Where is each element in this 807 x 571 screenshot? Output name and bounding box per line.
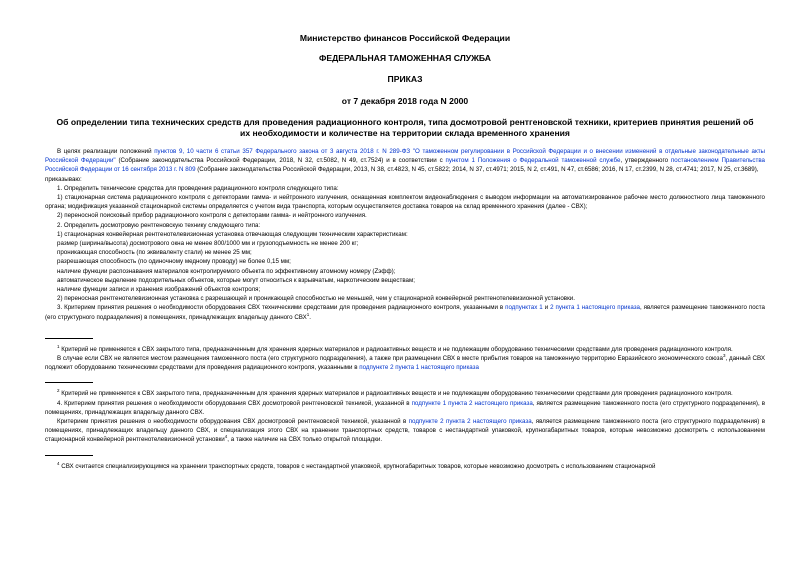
footnote-text: СВХ считается специализирующимся на хранении транспортных средств, товаров с нестандартной упаковкой, крупногабаритных товаров, которые невозможно досмотреть с использованием стационарной	[59, 462, 656, 470]
footnote-1	[45, 345, 765, 354]
preamble-text: (Собрание законодательства Российской Федерации, 2013, N 38, ст.4823, N 45, ст.5822; 2014, N 37, ст.4971; 2015, N 2, ст.491, N 47, ст.6586; 2016, N 17, ст.2399, N 28, ст.4741; 2017, N 25, ст.3689),	[195, 166, 759, 174]
item-4-paragraph	[45, 399, 765, 417]
body-paragraph: наличие функции записи и хранения изображений объектов контроля;	[57, 286, 261, 294]
body-paragraph: 1) стационарная система радиационного контроля с детекторами гамма- и нейтронного излучения, оснащенная комплектом видеонаблюдения с выводом информации на автоматизированное рабочее место должностного лица таможенного органа; модификация указанной стационарной системы определяется с учетом вида транспорта, которым осуществляется доставка товаров на склад временного хранения (далее - СВХ);	[45, 194, 765, 211]
body-paragraph: проникающая способность (по эквиваленту стали) не менее 25 мм;	[57, 249, 252, 257]
item-4-text: 4. Критерием принятия решения о необходимости оборудования СВХ досмотровой рентгеновской техникой, указанной в	[57, 399, 412, 407]
doc-date: от 7 декабря 2018 года N 2000	[341, 96, 469, 106]
body-paragraph: 2. Определить досмотровую рентгеновскую технику следующего типа:	[57, 221, 261, 229]
link-subitem-2-item-1[interactable]: подпункте 2 пункта 1 настоящего приказа	[359, 364, 479, 372]
item-3-text: .	[309, 313, 312, 321]
ministry-heading: Министерство финансов Российской Федерации	[299, 33, 511, 43]
footnote-ref: 1	[306, 311, 310, 317]
footnote-2	[45, 389, 765, 398]
body-paragraph: 2) переносной поисковый прибор радиационного контроля с детекторами гамма- и нейтронного излучения.	[57, 212, 367, 220]
body-paragraph: 1) стационарная конвейерная рентгенотелевизионная установка отвечающая следующим техническим характеристикам:	[57, 230, 408, 238]
link-fts-regulation[interactable]: пунктом 1 Положения о Федеральной таможенной службе	[445, 157, 621, 165]
preamble-paragraph	[45, 147, 765, 175]
footnote-divider	[45, 455, 93, 456]
preamble-text: , утвержденного	[620, 157, 671, 165]
footnote-ref: 3	[722, 353, 726, 358]
item-3-text: и	[542, 304, 551, 312]
footnote-mark: 1	[57, 343, 60, 349]
link-subitem-2-item-2[interactable]: подпункте 2 пункта 2 настоящего приказа	[408, 418, 532, 426]
footnote-4	[45, 462, 765, 471]
item-4-text: , является размещение таможенного поста (его структурного подразделения), в помещениях, принадлежащих владельцу данного СВХ.	[45, 399, 765, 416]
footnote-1-continuation	[45, 354, 765, 372]
preamble-text: (Собрание законодательства Российской Федерации, 2018, N 32, ст.5082, N 49, ст.7524) и в соответствии с	[115, 157, 446, 165]
item-3-text: 3. Критерием принятия решения о необходимости оборудования СВХ техническими средствами для проведения радиационного контроля, указанными в	[57, 304, 506, 312]
footnote-divider	[45, 382, 93, 383]
item-3-text: , является размещение таможенного поста (его структурного подразделения) в помещениях, принадлежащих владельцу данного СВХ	[45, 304, 765, 321]
body-paragraph: 1. Определить технические средства для проведения радиационного контроля следующего типа:	[57, 184, 339, 192]
doc-type-heading: ПРИКАЗ	[387, 74, 423, 84]
footnote-text: Критерий не применяется к СВХ закрытого типа, предназначенным для хранения ядерных материалов и радиоактивных веществ и не подлежащим оборудованию техническими средствами для проведения радиационного контроля.	[59, 390, 733, 398]
body-paragraph: наличие функции распознавания материалов контролируемого объекта по эффективному атомному номеру (Zэфф);	[57, 267, 396, 275]
footnote-divider	[45, 338, 93, 339]
service-heading: ФЕДЕРАЛЬНАЯ ТАМОЖЕННАЯ СЛУЖБА	[319, 53, 491, 63]
footnote-ref: 4	[224, 434, 228, 440]
body-paragraph: разрешающая способность (по одиночному медному проводу) не более 0,15 мм;	[57, 258, 291, 266]
item-3-paragraph	[45, 303, 765, 321]
body-paragraph: 2) переносная рентгенотелевизионная установка с разрешающей и проникающей способностью не меньшей, чем у стационарной конвейерной рентгенотелевизионной установки.	[57, 295, 575, 303]
item-4-text: , является размещение таможенного поста (его структурного подразделения) в помещениях, принадлежащих владельцу данного СВХ, и специализация этого СВХ на хранении транспортных средств, товаров с нестандартной упаковкой, крупногабаритных товаров, которые невозможно досмотреть с использованием стационарной конвейерной рентгенотелевизионной установки	[45, 418, 765, 444]
body-paragraph: автоматическое выделение подозрительных объектов, которые могут относиться к взрывчатым, наркотическим веществам;	[57, 276, 415, 284]
order-word: приказываю:	[45, 175, 82, 183]
item-4-text: Критерием принятия решения о необходимости оборудования СВХ досмотровой рентгеновской техникой, указанной в	[57, 418, 409, 426]
item-4-second-paragraph	[45, 417, 765, 445]
link-subitem-2-item-1[interactable]: 2 пункта 1 настоящего приказа	[550, 304, 640, 312]
item-4-text: , а также наличие на СВХ только открытой площадки.	[227, 436, 383, 444]
footnote-text: В случае если СВХ не является местом размещения таможенного поста (его структурного подразделения), а также при размещении СВХ в месте прибытия товаров на таможенную территорию Евразийского экономического союза	[57, 355, 723, 363]
link-law-289[interactable]: пунктов 9, 10 части 6 статьи 357 Федерального закона от 3 августа 2018 г. N 289-ФЗ "О таможенном регулировании в Российской Федерации и о внесении изменений в отдельные законодательные акты Российской Федерации"	[45, 148, 765, 165]
footnote-mark: 4	[57, 460, 60, 466]
preamble-text: В целях реализации положений	[57, 148, 155, 155]
footnote-mark: 2	[57, 388, 60, 394]
body-paragraph: размер (ширина/высота) досмотрового окна не менее 800/1000 мм и грузоподъемность не менее 200 кг;	[57, 240, 359, 248]
link-subitem-1[interactable]: подпунктах 1	[505, 304, 543, 312]
document-page	[45, 32, 765, 471]
link-government-decree[interactable]: постановлением Правительства Российской Федерации от 16 сентября 2013 г. N 809	[45, 157, 765, 174]
doc-title: Об определении типа технических средств для проведения радиационного контроля, типа досмотровой рентгеновской техники, критериев принятия решений об их необходимости и количестве на территории склада временного хранения	[56, 117, 754, 138]
footnote-text: , данный СВХ подлежит оборудованию техническими средствами для проведения радиационного контроля, указанными в	[45, 355, 765, 372]
footnote-text: Критерий не применяется к СВХ закрытого типа, предназначенным для хранения ядерных материалов и радиоактивных веществ и не подлежащим оборудованию техническими средствами для проведения радиационного контроля.	[59, 345, 733, 353]
link-subitem-1-item-2[interactable]: подпункте 1 пункта 2 настоящего приказа	[411, 399, 533, 407]
